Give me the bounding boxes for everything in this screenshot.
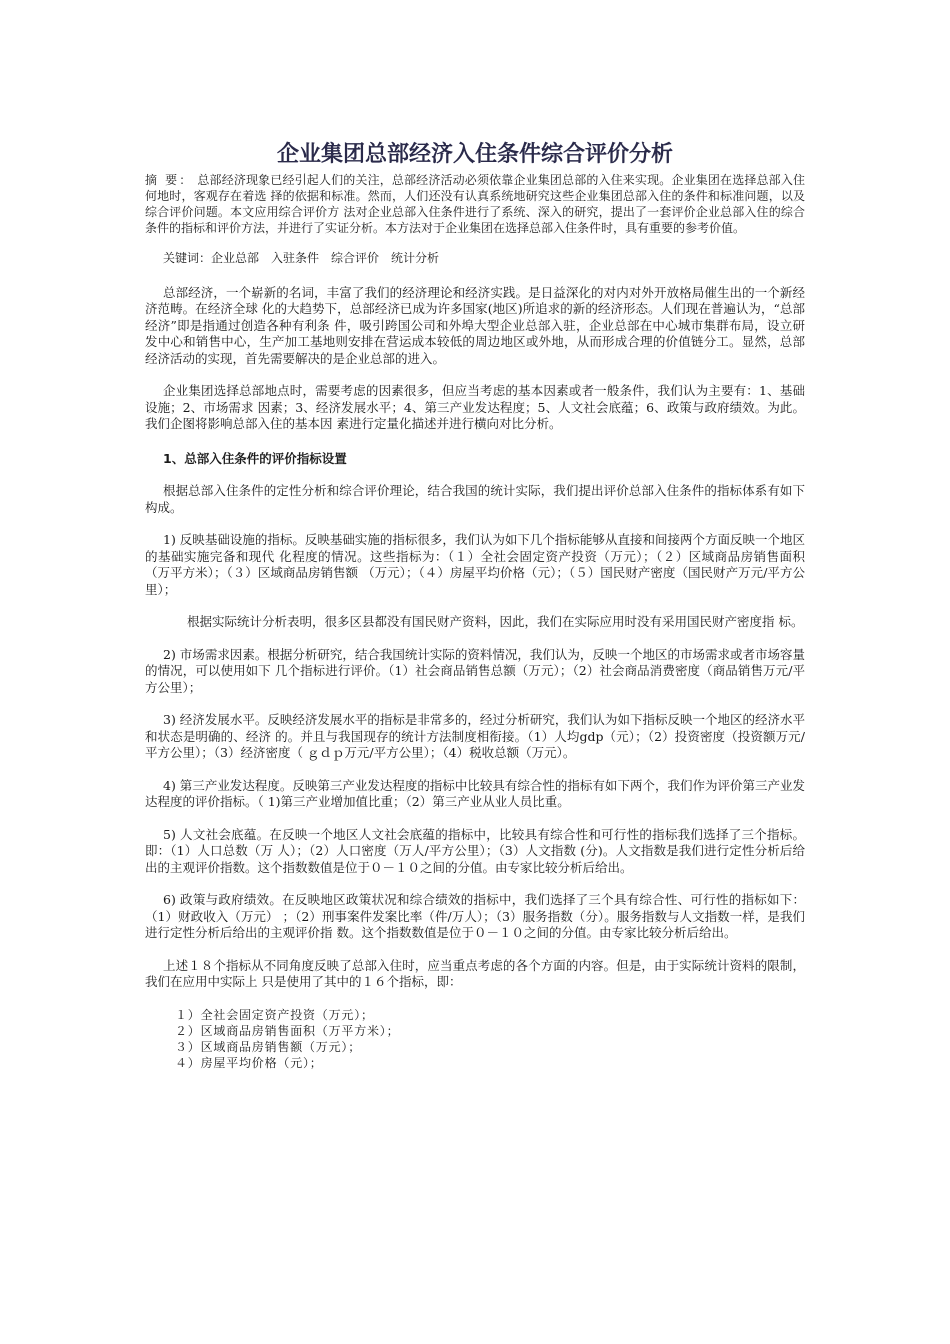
paragraph-statistics-note: 根据实际统计分析表明，很多区县都没有国民财产资料，因此，我们在实际应用时没有采用国民财产密度指 标。 [187,614,804,629]
abstract-text: 总部经济现象已经引起人们的关注，总部经济活动必须依靠企业集团总部的入住来实现。企业集团在选择总部入住何地时，客观存在着选 择的依据和标准。然而，人们还没有认真系统地研究这些企业集团总部入住的条件和标准问题，以及综合评价问题。本文应用综合评价方 法对企业总部入住条件进行了系统、深入的研究，提出了一套评价企业总部入住的综合 条件的指标和评价方法，并进行了实证分析。本方法对于企业集团在选择总部入住条件时，具有重要的参考价值。 [145,173,805,235]
paragraph-market-demand: 2) 市场需求因素。根据分析研究，结合我国统计实际的资料情况，我们认为，反映一个地区的市场需求或者市场容量的情况，可以使用如下 几个指标进行评价。（1）社会商品销售总额（万元）；（2）社会商品消费密度（商品销售万元/平方公里）； [145,646,805,695]
paragraph-index-system: 根据总部入住条件的定性分析和综合评价理论，结合我国的统计实际，我们提出评价总部入住条件的指标体系有如下构成。 [145,483,805,515]
document-title: 企业集团总部经济入住条件综合评价分析 [276,142,673,167]
paragraph-policy: 6) 政策与政府绩效。在反映地区政策状况和综合绩效的指标中，我们选择了三个具有综合性、可行性的指标如下：（1）财政收入（万元） ；（2）刑事案件发案比率（件/万人）；（3）服务指数（分）。服务指数与人文指数一样，是我们进行定性分析后给出的主观评价指 数。这个指数数值是位于０－１０之间的分值。由专家比较分析后给出。 [145,892,805,940]
paragraph-intro: 总部经济，一个崭新的名词，丰富了我们的经济理论和经济实践。是日益深化的对内对外开放格局催生出的一个新经济范畴。在经济全球 化的大趋势下，总部经济已成为许多国家(地区)所追求的新的经济形态。人们现在普遍认为，“总部经济”即是指通过创造各种有利条 件，吸引跨国公司和外埠大型企业总部入驻，企业总部在中心城市集群布局，设立研发中心和销售中心，生产加工基地则安排在营运成本较低的周边地区或外地，从而形成合理的价值链分工。显然，总部经济活动的实现，首先需要解决的是企业总部的进入。 [145,284,805,366]
list-item: ４）房屋平均价格（元）； [175,1055,323,1070]
paragraph-summary: 上述１８个指标从不同角度反映了总部入住时，应当重点考虑的各个方面的内容。但是，由于实际统计资料的限制，我们在应用中实际上 只是使用了其中的１６个指标，即： [145,957,805,989]
paragraph-economic-level: 3) 经济发展水平。反映经济发展水平的指标是非常多的，经过分析研究，我们认为如下指标反映一个地区的经济水平和状态是明确的、经济 的。并且与我国现存的统计方法制度相衔接。（1）人均gdp（元）；（2）投资密度（投资额万元/平方公里）；（3）经济密度（ ｇｄｐ万元/平方公里）；（4）税收总额（万元）。 [145,712,805,760]
paragraph-infrastructure: 1) 反映基础设施的指标。反映基础实施的指标很多，我们认为如下几个指标能够从直接和间接两个方面反映一个地区的基础实施完备和现代 化程度的情况。这些指标为：（１）全社会固定资产投资（万元）；（２）区域商品房销售面积（万平方米）；（３）区域商品房销售额 （万元）；（４）房屋平均价格（元）；（５）国民财产密度（国民财产万元/平方公里）； [145,532,805,597]
indicator-list [145,1007,805,1071]
abstract [145,172,805,236]
keywords: 关键词：企业总部 入驻条件 综合评价 统计分析 [163,251,440,265]
document-page [145,140,805,1071]
list-item: １）全社会固定资产投资（万元）； [175,1007,374,1022]
paragraph-tertiary-industry: 4) 第三产业发达程度。反映第三产业发达程度的指标中比较具有综合性的指标有如下两个，我们作为评价第三产业发达程度的评价指标。（ 1)第三产业增加值比重；（2）第三产业从业人员比重。 [145,777,805,809]
section-heading-1: 1、总部入住条件的评价指标设置 [163,450,347,466]
abstract-label: 摘 要： [145,173,194,187]
list-item: ２）区域商品房销售面积（万平方米）； [175,1023,400,1038]
list-item: ３）区域商品房销售额（万元）； [175,1039,362,1054]
paragraph-factors: 企业集团选择总部地点时，需要考虑的因素很多，但应当考虑的基本因素或者一般条件，我们认为主要有：1、基础设施；2、市场需求 因素；3、经济发展水平；4、第三产业发达程度；5、人文社会底蕴；6、政策与政府绩效。为此。我们企图将影响总部入住的基本因 素进行定量化描述并进行横向对比分析。 [145,383,805,431]
paragraph-humanities: 5) 人文社会底蕴。在反映一个地区人文社会底蕴的指标中，比较具有综合性和可行性的指标我们选择了三个指标。即：（1）人口总数（万 人）；（2）人口密度（万人/平方公里）；（3）人文指数 (分)。人文指数是我们进行定性分析后给出的主观评价指数。这个指数数值是位于０－１０之间的分值。由专家比较分析后给出。 [145,826,805,875]
